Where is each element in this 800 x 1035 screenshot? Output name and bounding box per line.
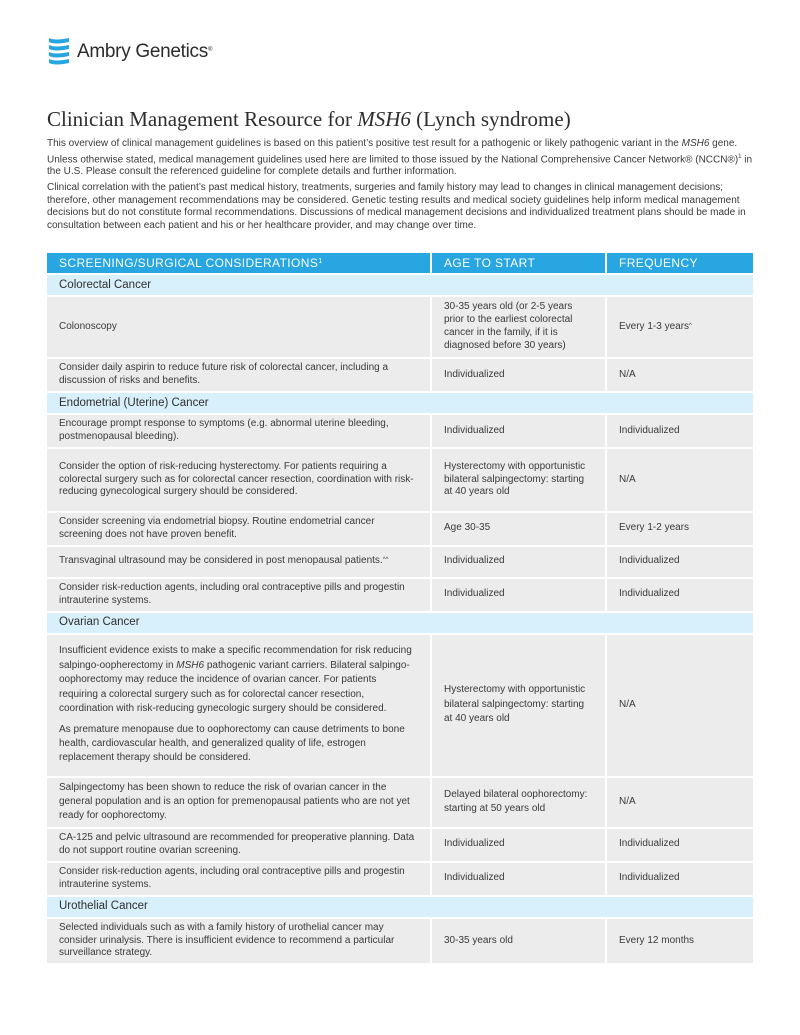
cell-frequency: Individualized bbox=[607, 863, 753, 895]
ambry-stripes-logo-icon bbox=[47, 36, 71, 68]
cell-age: Individualized bbox=[432, 359, 607, 391]
cell-consideration: Consider screening via endometrial biopsy. Routine endometrial cancer screening does not have proven benefit. bbox=[47, 513, 432, 545]
cell-consideration: Consider daily aspirin to reduce future risk of colorectal cancer, including a discussion of risks and benefits. bbox=[47, 359, 432, 391]
header-considerations: SCREENING/SURGICAL CONSIDERATIONS$^1$ bbox=[47, 253, 432, 273]
cell-consideration: Consider risk-reduction agents, including oral contraceptive pills and progestin intrauterine systems. bbox=[47, 579, 432, 611]
cell-age: Hysterectomy with opportunistic bilateral salpingectomy: starting at 40 years old bbox=[432, 449, 607, 511]
cell-age: Individualized bbox=[432, 863, 607, 895]
cell-age: Individualized bbox=[432, 547, 607, 577]
table-row bbox=[47, 579, 753, 611]
cell-consideration: Colonoscopy bbox=[47, 297, 432, 357]
cell-frequency: Every 1-3 years^ bbox=[607, 297, 753, 357]
table-row bbox=[47, 297, 753, 357]
intro-paragraph-2: Clinical correlation with the patient’s past medical history, treatments, surgeries and family history may lead to changes in clinical management decisions; therefore, other management recommendations may be considered. Genetic testing results and medical society guidelines help inform medical management decisions but do not constitute formal recommendations. Discussions of medical management decisions and individualized treatment plans should be made in consultation between each patient and his or her healthcare provider, and may change over time. bbox=[47, 182, 746, 231]
brand-name: Ambry Genetics® bbox=[77, 41, 213, 62]
cell-frequency: Every 12 months bbox=[607, 919, 753, 963]
cell-consideration: CA-125 and pelvic ultrasound are recommended for preoperative planning. Data do not support routine ovarian screening. bbox=[47, 829, 432, 861]
cell-frequency: Every 1-2 years bbox=[607, 513, 753, 545]
cell-age: Age 30-35 bbox=[432, 513, 607, 545]
intro-paragraph-1: This overview of clinical management guidelines is based on this patient’s positive test result for a pathogenic or likely pathogenic variant in the MSH6 gene. Unless otherwise stated, medical management guidelines used here are limited to those issued by the National Comprehensive Cancer Network® (NCCN®)$^1$ in the U.S. Please consult the referenced guideline for complete details and further information. bbox=[47, 138, 753, 178]
ovarian-paragraph-1: Insufficient evidence exists to make a specific recommendation for risk reducing salpingo-oopherectomy in MSH6 pathogenic variant carriers. Bilateral salpingo-oophorectomy may reduce the incidence of ovarian cancer. For patients requiring a colorectal surgery such as for colorectal cancer resection, coordination with risk-reducing gynecologic surgery should be considered. bbox=[59, 645, 412, 715]
management-table bbox=[47, 251, 753, 965]
header-frequency: FREQUENCY bbox=[607, 253, 753, 273]
page-title: Clinician Management Resource for MSH6 (Lynch syndrome) bbox=[47, 107, 571, 131]
cell-age: Individualized bbox=[432, 579, 607, 611]
cell-age: 30-35 years old (or 2-5 years prior to the earliest colorectal cancer in the family, if it is diagnosed before 30 years) bbox=[432, 297, 607, 357]
cell-frequency: Individualized bbox=[607, 579, 753, 611]
ovarian-paragraph-2: As premature menopause due to oophorectomy can cause detriments to bone health, cardiovascular health, and generalized quality of life, estrogen replacement therapy should be considered. bbox=[59, 723, 405, 764]
cell-frequency: Individualized bbox=[607, 547, 753, 577]
cell-frequency: N/A bbox=[607, 635, 753, 776]
cell-consideration: Salpingectomy has been shown to reduce the risk of ovarian cancer in the general population and is an option for premenopausal patients who are not yet ready for oophorectomy. bbox=[47, 778, 432, 827]
section-colorectal: Colorectal Cancer bbox=[47, 275, 753, 295]
table-row bbox=[47, 635, 753, 776]
table-row bbox=[47, 359, 753, 391]
table-row bbox=[47, 513, 753, 545]
section-endometrial: Endometrial (Uterine) Cancer bbox=[47, 393, 753, 413]
cell-age: Delayed bilateral oophorectomy: starting at 50 years old bbox=[432, 778, 607, 827]
cell-consideration: Consider risk-reduction agents, including oral contraceptive pills and progestin intrauterine systems. bbox=[47, 863, 432, 895]
cell-age: Hysterectomy with opportunistic bilateral salpingectomy: starting at 40 years old bbox=[432, 635, 607, 776]
section-urothelial: Urothelial Cancer bbox=[47, 897, 753, 917]
cell-consideration bbox=[47, 635, 432, 776]
table-row bbox=[47, 919, 753, 963]
cell-age: Individualized bbox=[432, 829, 607, 861]
cell-frequency: Individualized bbox=[607, 829, 753, 861]
section-ovarian: Ovarian Cancer bbox=[47, 613, 753, 633]
table-row bbox=[47, 449, 753, 511]
cell-consideration: Transvaginal ultrasound may be considered in post menopausal patients.^^ bbox=[47, 547, 432, 577]
cell-consideration: Consider the option of risk-reducing hysterectomy. For patients requiring a colorectal surgery such as for colorectal cancer resection, coordination with risk-reducing gynecological surgery should be considered. bbox=[47, 449, 432, 511]
table-row bbox=[47, 829, 753, 861]
cell-frequency: N/A bbox=[607, 449, 753, 511]
cell-consideration: Encourage prompt response to symptoms (e.g. abnormal uterine bleeding, postmenopausal bleeding). bbox=[47, 415, 432, 447]
table-row bbox=[47, 778, 753, 827]
cell-frequency: N/A bbox=[607, 359, 753, 391]
cell-frequency: N/A bbox=[607, 778, 753, 827]
ambry-logo bbox=[47, 36, 212, 68]
table-row bbox=[47, 863, 753, 895]
cell-age: 30-35 years old bbox=[432, 919, 607, 963]
header-age: AGE TO START bbox=[432, 253, 607, 273]
cell-age: Individualized bbox=[432, 415, 607, 447]
cell-consideration: Selected individuals such as with a family history of urothelial cancer may consider urinalysis. There is insufficient evidence to recommend a particular surveillance strategy. bbox=[47, 919, 432, 963]
table-header bbox=[47, 253, 753, 273]
table-row bbox=[47, 415, 753, 447]
cell-frequency: Individualized bbox=[607, 415, 753, 447]
table-row bbox=[47, 547, 753, 577]
